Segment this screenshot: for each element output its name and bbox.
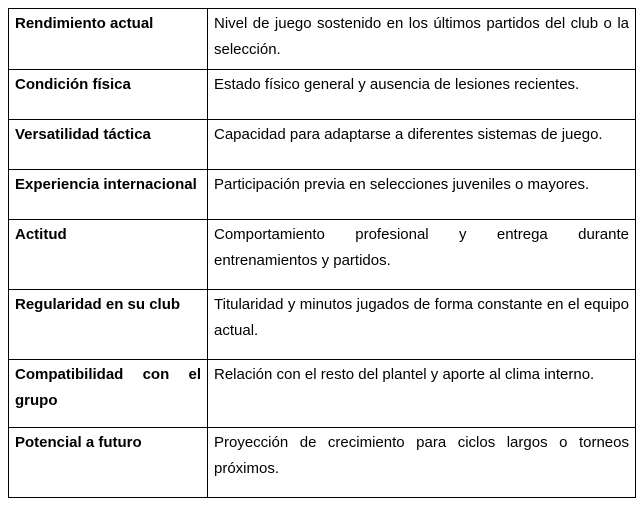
criterion-description: Relación con el resto del plantel y aporte al clima interno.	[208, 360, 636, 428]
criterion-description: Proyección de crecimiento para ciclos largos o torneos próximos.	[208, 428, 636, 498]
criteria-table	[8, 8, 636, 498]
criterion-name: Potencial a futuro	[9, 428, 208, 498]
table-row	[9, 220, 636, 290]
criteria-table-body	[9, 9, 636, 498]
table-row	[9, 428, 636, 498]
criterion-description: Titularidad y minutos jugados de forma constante en el equipo actual.	[208, 290, 636, 360]
table-row	[9, 9, 636, 70]
criterion-name: Regularidad en su club	[9, 290, 208, 360]
criterion-name: Compatibilidad con el grupo	[9, 360, 208, 428]
criterion-name: Actitud	[9, 220, 208, 290]
criterion-description: Comportamiento profesional y entrega durante entrenamientos y partidos.	[208, 220, 636, 290]
criterion-name: Rendimiento actual	[9, 9, 208, 70]
table-row	[9, 360, 636, 428]
criterion-name: Condición física	[9, 70, 208, 120]
criterion-name: Experiencia internacional	[9, 170, 208, 220]
criterion-description: Nivel de juego sostenido en los últimos partidos del club o la selección.	[208, 9, 636, 70]
table-row	[9, 290, 636, 360]
table-row	[9, 170, 636, 220]
criterion-description: Participación previa en selecciones juveniles o mayores.	[208, 170, 636, 220]
table-row	[9, 70, 636, 120]
criterion-name: Versatilidad táctica	[9, 120, 208, 170]
criterion-description: Estado físico general y ausencia de lesiones recientes.	[208, 70, 636, 120]
criterion-description: Capacidad para adaptarse a diferentes sistemas de juego.	[208, 120, 636, 170]
table-row	[9, 120, 636, 170]
